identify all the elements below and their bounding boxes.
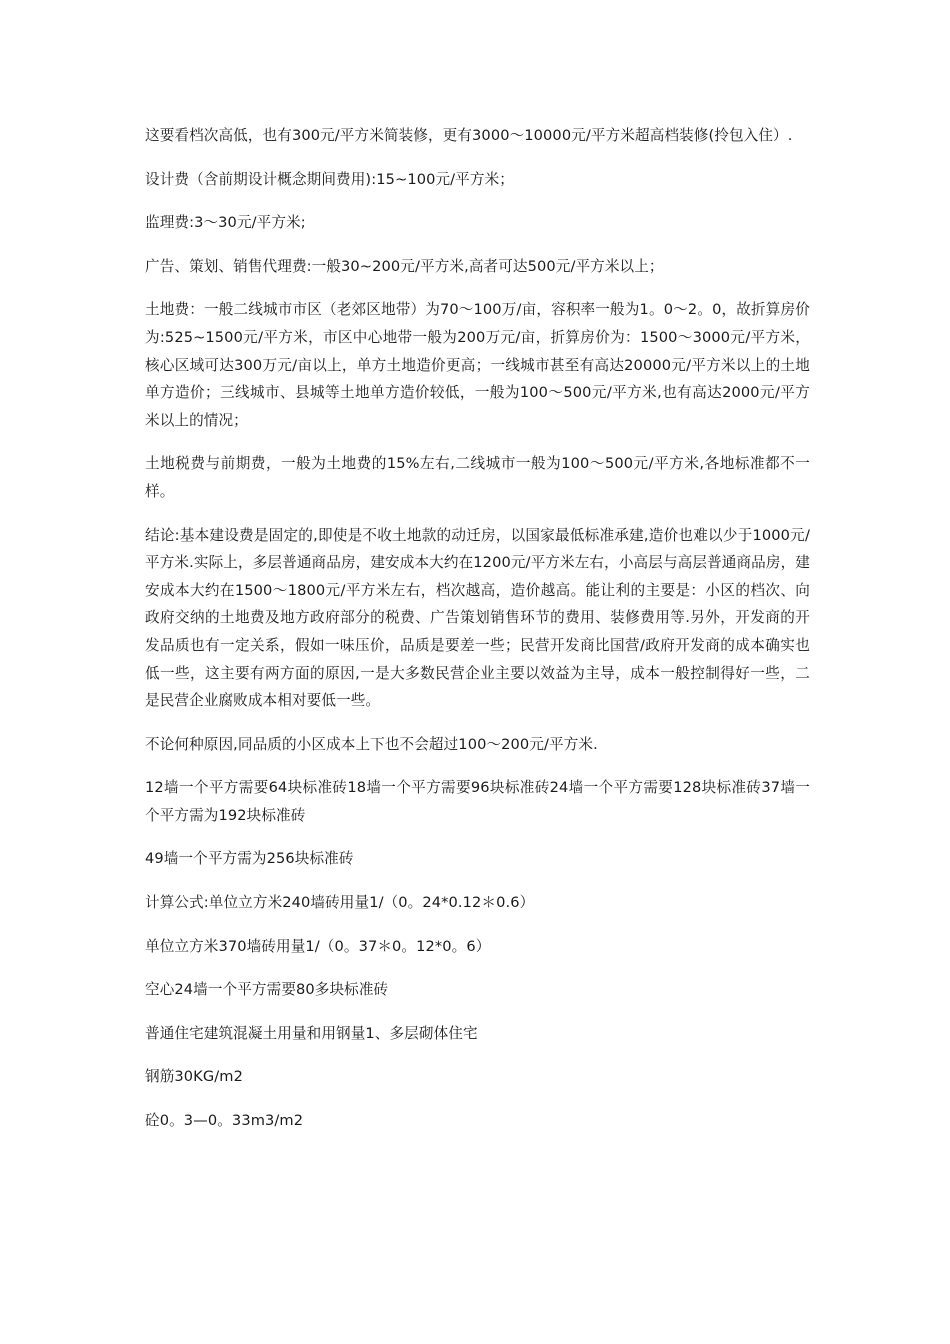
paragraph-brick-usage: 12墙一个平方需要64块标准砖18墙一个平方需要96块标准砖24墙一个平方需要128块标准砖37墙一个平方需为192块标准砖 [145,779,810,824]
paragraph-formula-240: 计算公式:单位立方米240墙砖用量1/（0。24*0.12＊0.6） [145,894,535,912]
paragraph-land-tax: 土地税费与前期费，一般为土地费的15%左右,二线城市一般为100～500元/平方米,各地标准都不一样。 [145,455,810,500]
paragraph-decoration-cost: 这要看档次高低，也有300元/平方米简装修，更有3000～10000元/平方米超高档装修(拎包入住）. [145,127,793,144]
paragraph-design-fee: 设计费（含前期设计概念期间费用):15~100元/平方米； [145,170,514,188]
paragraph-supervision-fee: 监理费:3～30元/平方米; [145,214,306,232]
document-body [145,122,810,1151]
paragraph-hollow-wall: 空心24墙一个平方需要80多块标准砖 [145,981,389,999]
paragraph-advertising-fee: 广告、策划、销售代理费:一般30~200元/平方米,高者可达500元/平方米以上； [145,257,664,275]
paragraph-conclusion: 结论:基本建设费是固定的,即使是不收土地款的动迁房，以国家最低标准承建,造价也难以少于1000元/平方米.实际上，多层普通商品房，建安成本大约在1200元/平方米左右，小高层与高层普通商品房，建安成本大约在1500～1800元/平方米左右，档次越高，造价越高。能让利的主要是：小区的档次、向政府交纳的土地费及地方政府部分的税费、广告策划销售环节的费用、装修费用等.另外，开发商的开发品质也有一定关系，假如一味压价，品质是要差一些；民营开发商比国营/政府开发商的成本确实也低一些，这主要有两方面的原因,一是大多数民营企业主要以效益为主导，成本一般控制得好一些，二是民营企业腐败成本相对要低一些。 [145,526,810,710]
paragraph-cost-range: 不论何种原因,同品质的小区成本上下也不会超过100～200元/平方米. [145,735,598,753]
paragraph-formula-370: 单位立方米370墙砖用量1/（0。37＊0。12*0。6） [145,937,491,955]
paragraph-land-fee: 土地费：一般二线城市市区（老郊区地带）为70～100万/亩，容积率一般为1。0～2。0，故折算房价为:525~1500元/平方米，市区中心地带一般为200万元/亩，折算房价为：1500～3000元/平方米，核心区域可达300万元/亩以上，单方土地造价更高；一线城市甚至有高达20000元/平方米以上的土地单方造价；三线城市、县城等土地单方造价较低，一般为100～500元/平方米,也有高达2000元/平方米以上的情况； [145,301,810,429]
paragraph-49-wall: 49墙一个平方需为256块标准砖 [145,850,354,868]
paragraph-steel: 钢筋30KG/m2 [145,1068,243,1086]
paragraph-concrete-steel: 普通住宅建筑混凝土用量和用钢量1、多层砌体住宅 [145,1024,478,1042]
paragraph-concrete: 砼0。3—0。33m3/m2 [145,1112,304,1130]
